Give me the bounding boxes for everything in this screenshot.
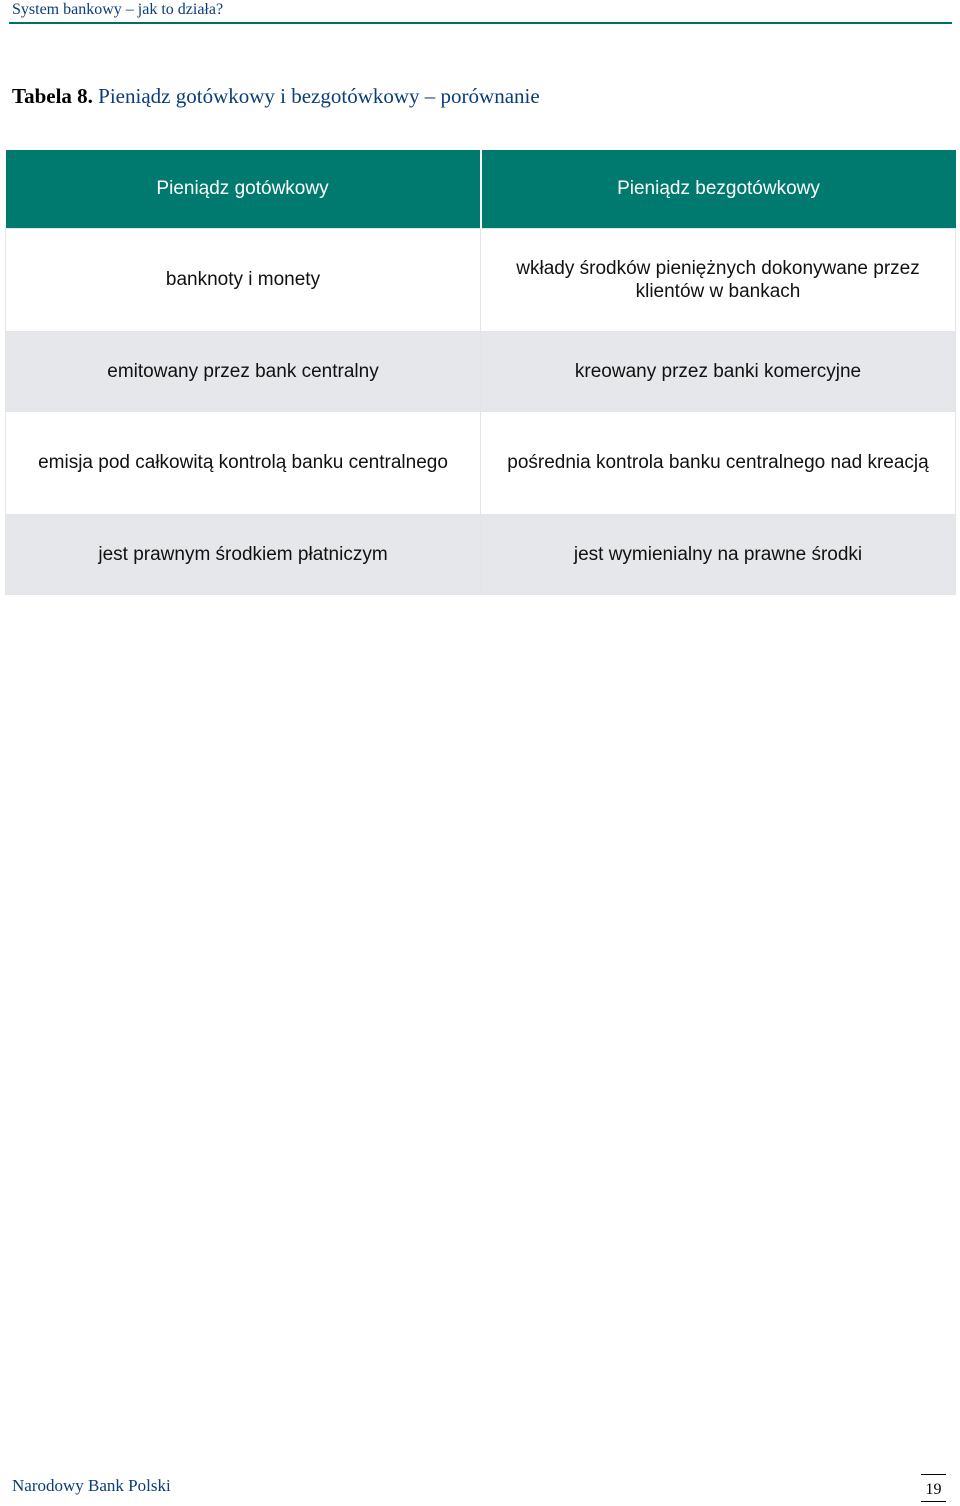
running-header: System bankowy – jak to działa? [12, 1, 224, 18]
page-number: 19 [921, 1474, 946, 1502]
table-caption [12, 84, 540, 109]
column-header-cash: Pieniądz gotówkowy [6, 150, 481, 228]
table-cell: pośrednia kontrola banku centralnego nad kreacją [481, 411, 956, 514]
header-rule [9, 22, 952, 24]
table-row [6, 411, 956, 514]
table-cell: banknoty i monety [6, 228, 481, 331]
table-row [6, 514, 956, 594]
table-cell: wkłady środków pieniężnych dokonywane przez klientów w bankach [481, 228, 956, 331]
table-caption-title: Pieniądz gotówkowy i bezgotówkowy – porównanie [98, 84, 540, 108]
table-caption-number: Tabela 8. [12, 84, 93, 108]
comparison-table [5, 150, 956, 595]
table-cell: jest prawnym środkiem płatniczym [6, 514, 481, 594]
table-cell: kreowany przez banki komercyjne [481, 331, 956, 411]
footer-publisher: Narodowy Bank Polski [12, 1476, 171, 1495]
table-cell: jest wymienialny na prawne środki [481, 514, 956, 594]
column-header-noncash: Pieniądz bezgotówkowy [481, 150, 956, 228]
table-cell: emisja pod całkowitą kontrolą banku centralnego [6, 411, 481, 514]
table-row [6, 331, 956, 411]
table-cell: emitowany przez bank centralny [6, 331, 481, 411]
table-row [6, 228, 956, 331]
table-header-row [6, 150, 956, 228]
